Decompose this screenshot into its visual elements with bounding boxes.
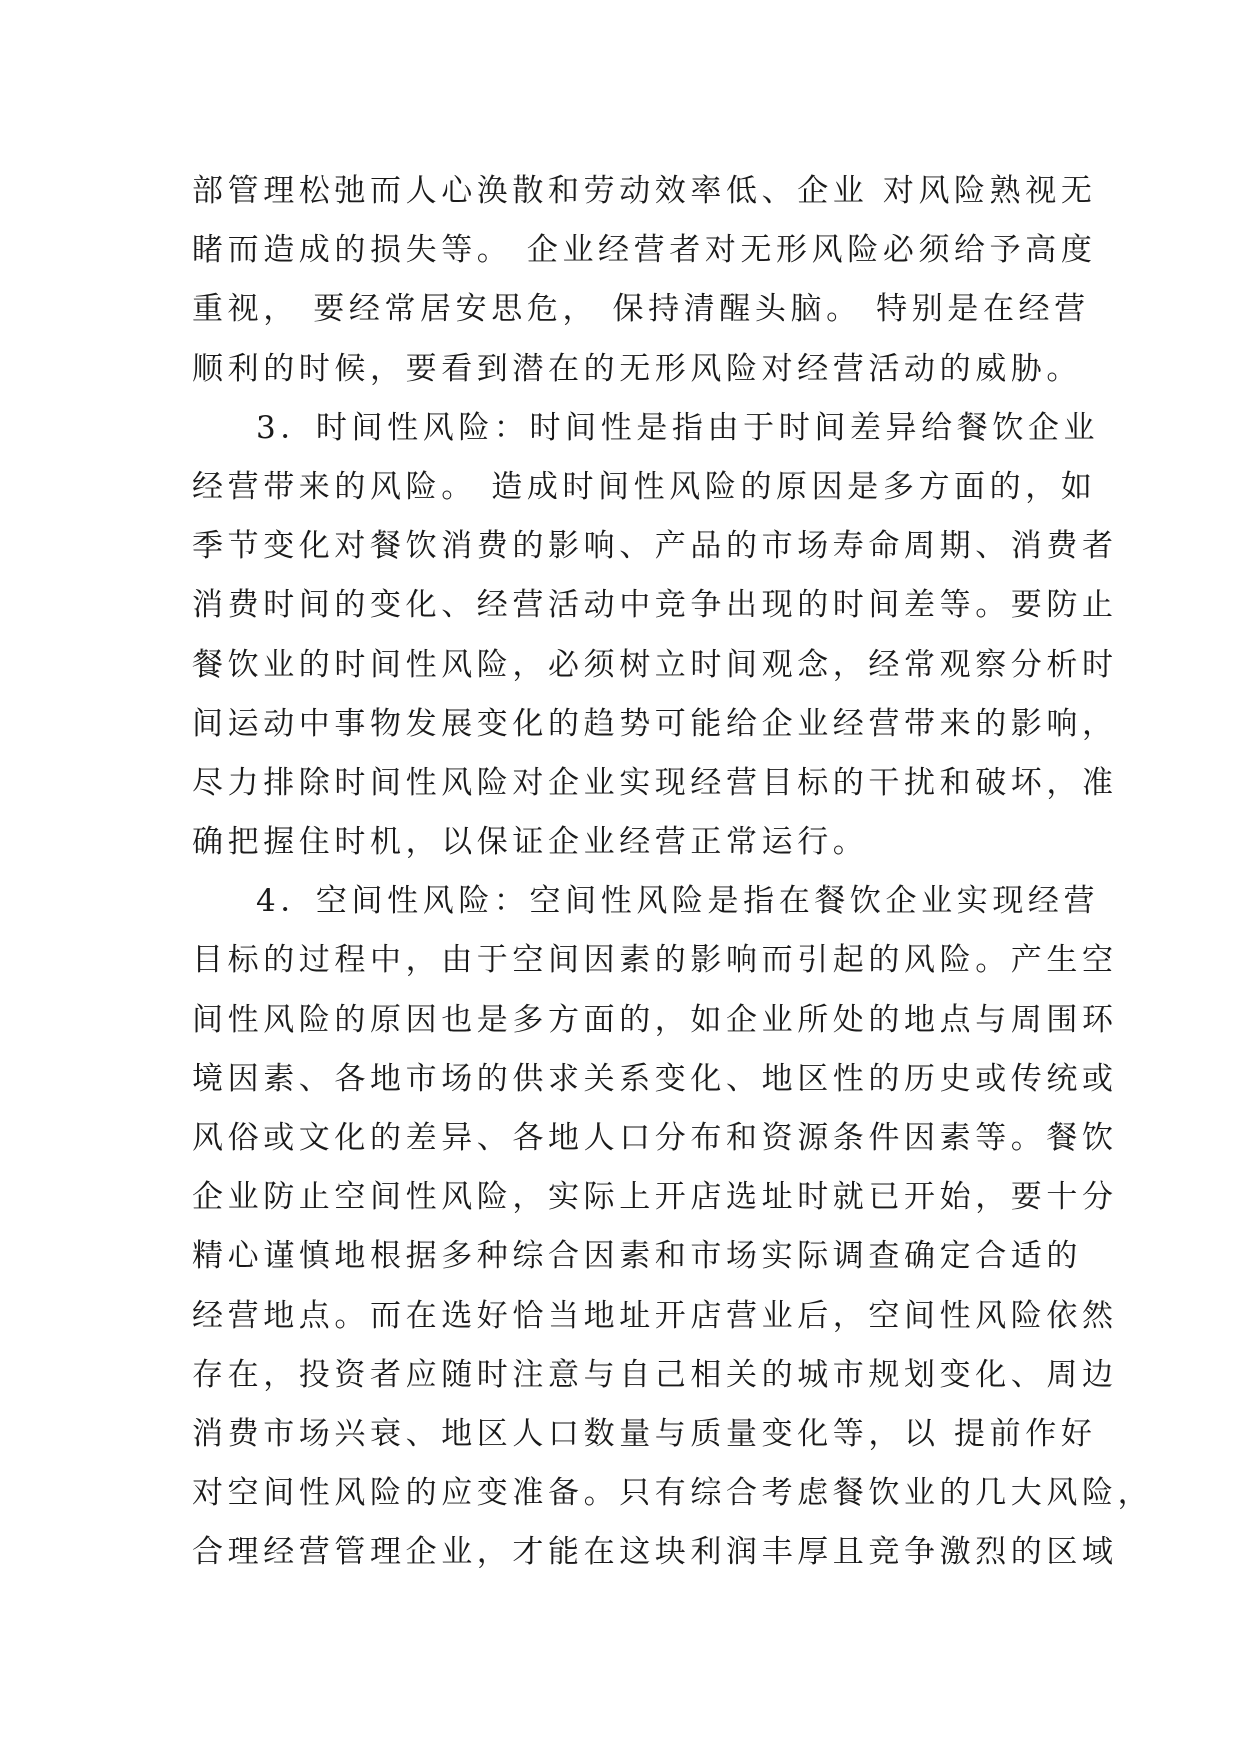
text-line: 企业防止空间性风险，实际上开店选址时就已开始，要十分 <box>192 1179 1118 1216</box>
text-line: 经营带来的风险。 造成时间性风险的原因是多方面的，如 <box>192 468 1097 505</box>
body-text <box>192 162 1154 1583</box>
text-line: 消费时间的变化、经营活动中竞争出现的时间差等。要防止 <box>192 587 1118 624</box>
text-line: 对空间性风险的应变准备。只有综合考虑餐饮业的几大风险， <box>192 1475 1154 1512</box>
text-line: 合理经营管理企业，才能在这块利润丰厚且竞争激烈的区域 <box>192 1534 1118 1571</box>
text-line: 风俗或文化的差异、各地人口分布和资源条件因素等。餐饮 <box>192 1120 1118 1156</box>
text-line: 餐饮业的时间性风险，必须树立时间观念，经常观察分析时 <box>192 646 1118 683</box>
text-line: 存在，投资者应随时注意与自己相关的城市规划变化、周边 <box>192 1356 1118 1393</box>
text-line: 间性风险的原因也是多方面的，如企业所处的地点与周围环 <box>192 1001 1118 1038</box>
text-line: 消费市场兴衰、地区人口数量与质量变化等，以 提前作好 <box>192 1415 1097 1452</box>
text-line: 顺利的时候，要看到潜在的无形风险对经营活动的威胁。 <box>192 350 1082 387</box>
text-line: 确把握住时机，以保证企业经营正常运行。 <box>192 824 869 861</box>
text-line: 境因素、各地市场的供求关系变化、地区性的历史或传统或 <box>192 1060 1118 1097</box>
text-line: 目标的过程中，由于空间因素的影响而引起的风险。产生空 <box>192 942 1118 979</box>
text-line: 部管理松弛而人心涣散和劳动效率低、企业 对风险熟视无 <box>192 173 1097 209</box>
text-line: 睹而造成的损失等。 企业经营者对无形风险必须给予高度 <box>192 232 1097 269</box>
text-line: 尽力排除时间性风险对企业实现经营目标的干扰和破坏，准 <box>192 764 1118 801</box>
text-line: 经营地点。而在选好恰当地址开店营业后，空间性风险依然 <box>192 1297 1118 1334</box>
text-line: 精心谨慎地根据多种综合因素和市场实际调查确定合适的 <box>192 1238 1082 1275</box>
paragraph-4-first-line: 4．空间性风险：空间性风险是指在餐饮企业实现经营 <box>256 883 1100 920</box>
text-line: 重视， 要经常居安思危， 保持清醒头脑。 特别是在经营 <box>192 291 1090 328</box>
text-line: 间运动中事物发展变化的趋势可能给企业经营带来的影响， <box>192 705 1118 742</box>
paragraph-3-first-line: 3．时间性风险：时间性是指由于时间差异给餐饮企业 <box>256 409 1100 446</box>
text-line: 季节变化对餐饮消费的影响、产品的市场寿命周期、消费者 <box>192 528 1118 565</box>
